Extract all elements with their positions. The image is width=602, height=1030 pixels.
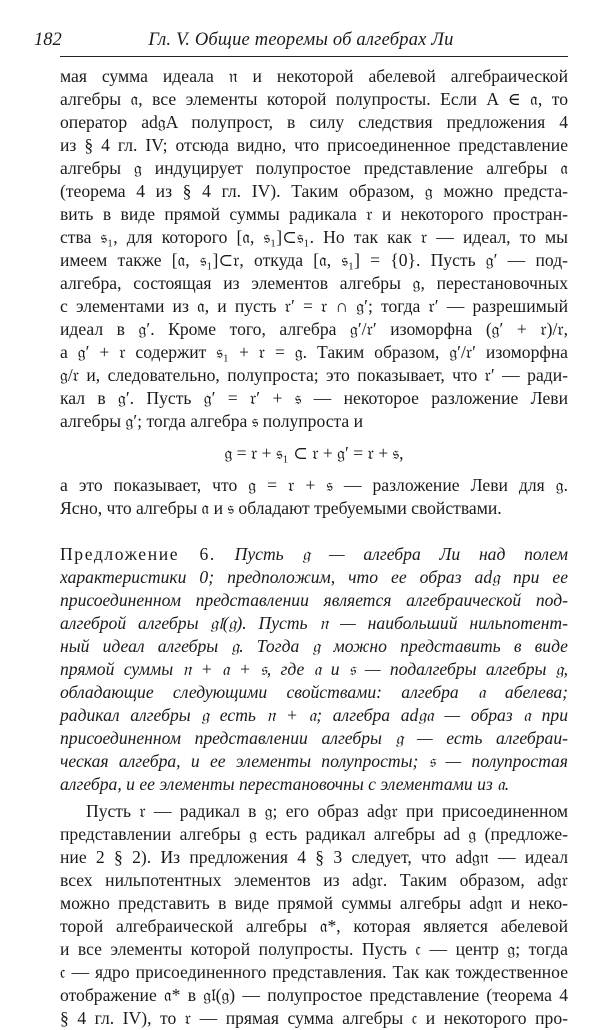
text-line: имеем также [𝔞, 𝔰₁]⊂𝔯, откуда [𝔞, 𝔰₁] = {0}. Пусть 𝔤′ — под- xyxy=(60,250,568,270)
text-line: прямой суммы 𝔫 + 𝔞 + 𝔰, где 𝔞 и 𝔰 — подалгебры алгебры 𝔤, xyxy=(60,659,568,679)
paragraph-2 xyxy=(60,474,568,520)
text-line: ный идеал алгебры 𝔤. Тогда 𝔤 можно представить в виде xyxy=(60,636,568,656)
paragraph-3 xyxy=(60,800,568,1030)
text-line: (теорема 4 из § 4 гл. IV). Таким образом, 𝔤 можно предста- xyxy=(60,181,568,201)
text-line: радикал алгебры 𝔤 есть 𝔫 + 𝔞; алгебра ad𝔤𝔞 — образ 𝔞 при xyxy=(60,705,568,725)
paragraph-gap xyxy=(60,520,568,543)
text-line: и все элементы которой полупросты. Пусть 𝔠 — центр 𝔤; тогда xyxy=(60,939,568,959)
text-line: с элементами из 𝔞, и пусть 𝔯′ = 𝔯 ∩ 𝔤′; тогда 𝔯′ — разрешимый xyxy=(60,296,568,316)
text-line: из § 4 гл. IV; отсюда видно, что присоединенное представление xyxy=(60,135,568,155)
text-line: ние 2 § 2). Из предложения 4 § 3 следует, что ad𝔤𝔫 — идеал xyxy=(60,847,568,867)
text-line: алгебры 𝔤 индуцирует полупростое представление алгебры 𝔞 xyxy=(60,158,568,178)
text-line: присоединенном представлении алгебры 𝔤 — есть алгебраи- xyxy=(60,728,568,748)
text-line: Пусть 𝔯 — радикал в 𝔤; его образ ad𝔤𝔯 при присоединенном xyxy=(86,801,568,821)
text-line: характеристики 0; предположим, что ее образ ad𝔤 при ее xyxy=(60,567,568,587)
page-header: 182 Гл. V. Общие теоремы об алгебрах Ли xyxy=(60,28,568,57)
text-line: оператор ad𝔤A полупрост, в силу следствия предложения 4 xyxy=(60,112,568,132)
proposition-6 xyxy=(60,543,568,796)
text-line: мая сумма идеала 𝔫 и некоторой абелевой алгебраической xyxy=(60,66,568,86)
proposition-text: Пусть 𝔤 — алгебра Ли над полем xyxy=(234,544,568,564)
text-line: алгеброй алгебры 𝔤𝔩(𝔤). Пусть 𝔫 — наибольший нильпотент- xyxy=(60,613,568,633)
text-line: обладающие следующими свойствами: алгебра 𝔞 абелева; xyxy=(60,682,568,702)
text-line: кал в 𝔤′. Пусть 𝔤′ = 𝔯′ + 𝔰 — некоторое разложение Леви xyxy=(60,388,568,408)
text-line: отображение 𝔞* в 𝔤𝔩(𝔤) — полупростое представление (теорема 4 xyxy=(60,985,568,1005)
running-head: Гл. V. Общие теоремы об алгебрах Ли xyxy=(148,30,454,50)
book-page xyxy=(34,28,568,1030)
text-line: а это показывает, что 𝔤 = 𝔯 + 𝔰 — разложение Леви для 𝔤. xyxy=(60,475,568,495)
text-line: алгебры 𝔞, все элементы которой полупросты. Если A ∈ 𝔞, то xyxy=(60,89,568,109)
text-line: 𝔠 — ядро присоединенного представления. Так как тождественное xyxy=(60,962,568,982)
text-line: алгебра, состоящая из элементов алгебры 𝔤, перестановочных xyxy=(60,273,568,293)
text-line: 𝔤/𝔯 и, следовательно, полупроста; это показывает, что 𝔯′ — ради- xyxy=(60,365,568,385)
text-line: а 𝔤′ + 𝔯 содержит 𝔰₁ + 𝔯 = 𝔤. Таким образом, 𝔤′/𝔯′ изоморфна xyxy=(60,342,568,362)
text-line: представлении алгебры 𝔤 есть радикал алгебры ad 𝔤 (предложе- xyxy=(60,824,568,844)
text-line: можно представить в виде прямой суммы алгебры ad𝔤𝔫 и неко- xyxy=(60,893,568,913)
text-line: ства 𝔰₁, для которого [𝔞, 𝔰₁]⊂𝔰₁. Но так как 𝔯 — идеал, то мы xyxy=(60,227,568,247)
text-line: всех нильпотентных элементов из ad𝔤𝔯. Таким образом, ad𝔤𝔯 xyxy=(60,870,568,890)
text-line: § 4 гл. IV), то 𝔯 — прямая сумма алгебры 𝔠 и некоторого про- xyxy=(60,1008,568,1028)
text-line: вить в виде прямой суммы радикала 𝔯 и некоторого простран- xyxy=(60,204,568,224)
text-line: идеал в 𝔤′. Кроме того, алгебра 𝔤′/𝔯′ изоморфна (𝔤′ + 𝔯)/𝔯, xyxy=(60,319,568,339)
proposition-first-line xyxy=(60,543,568,566)
text-line: Ясно, что алгебры 𝔞 и 𝔰 обладают требуемыми свойствами. xyxy=(60,498,502,518)
text-line: алгебра, и ее элементы перестановочны с элементами из 𝔞. xyxy=(60,774,510,794)
paragraph-1 xyxy=(60,65,568,433)
text-line: присоединенном представлении является алгебраической под- xyxy=(60,590,568,610)
text-line: торой алгебраической алгебры 𝔞*, которая является абелевой xyxy=(60,916,568,936)
text-line: ческая алгебра, и ее элементы полупросты; 𝔰 — полупростая xyxy=(60,751,568,771)
proposition-label: Предложение 6. xyxy=(60,544,216,564)
display-formula: 𝔤 = 𝔯 + 𝔰₁ ⊂ 𝔯 + 𝔤′ = 𝔯 + 𝔰, xyxy=(224,443,404,463)
text-line: алгебры 𝔤′; тогда алгебра 𝔰 полупроста и xyxy=(60,411,364,431)
